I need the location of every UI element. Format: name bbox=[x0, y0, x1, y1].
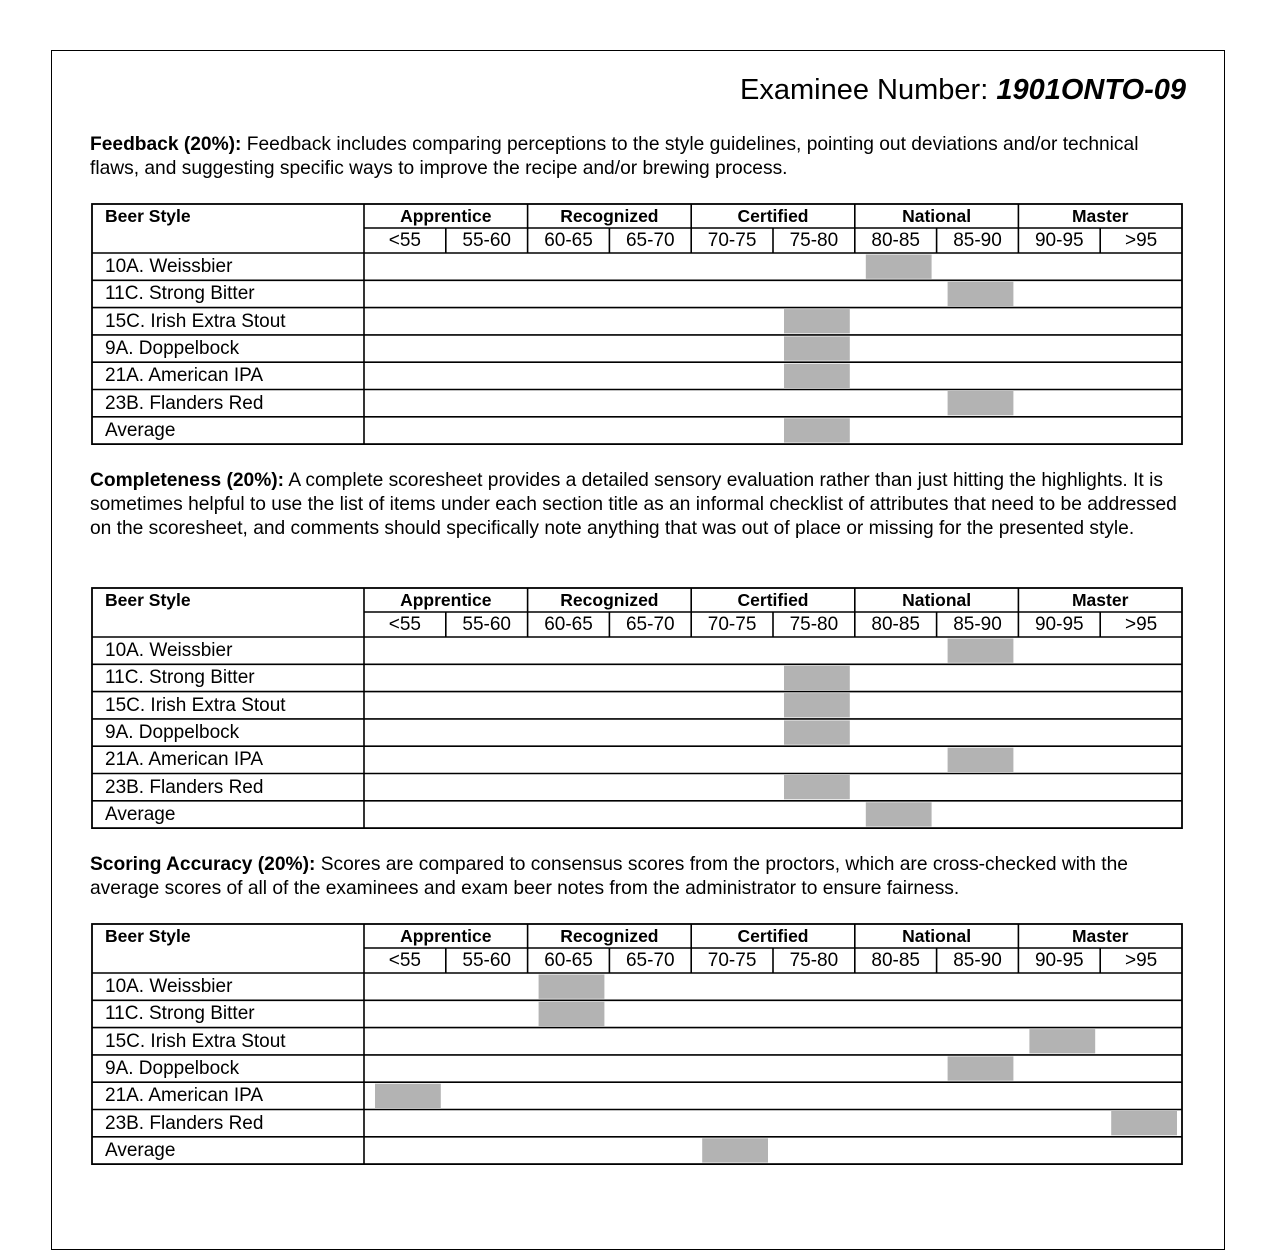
beer-style-label: 23B. Flanders Red bbox=[105, 776, 264, 798]
range-header: 90-95 bbox=[1034, 230, 1084, 251]
rating-marker bbox=[784, 309, 850, 333]
range-header: 70-75 bbox=[707, 950, 757, 971]
range-header: 80-85 bbox=[871, 614, 920, 635]
range-header: 55-60 bbox=[462, 950, 511, 971]
beer-style-label: 21A. American IPA bbox=[105, 1085, 264, 1107]
rating-marker bbox=[948, 391, 1014, 415]
scoring-accuracy-description bbox=[90, 853, 1190, 901]
rating-marker bbox=[784, 364, 850, 388]
beer-style-label: 9A. Doppelbock bbox=[105, 721, 240, 743]
range-header: 85-90 bbox=[953, 230, 1002, 251]
range-header: <55 bbox=[388, 950, 422, 971]
rating-marker bbox=[784, 336, 850, 360]
scoring-accuracy-title: Scoring Accuracy (20%): bbox=[90, 854, 316, 875]
beer-style-label: Average bbox=[105, 803, 176, 825]
range-header: >95 bbox=[1124, 614, 1158, 635]
beer-style-label: 15C. Irish Extra Stout bbox=[105, 310, 286, 332]
rating-marker bbox=[784, 693, 850, 717]
examinee-number bbox=[740, 74, 1186, 107]
rating-marker bbox=[539, 1002, 605, 1026]
completeness-table bbox=[92, 588, 1182, 828]
range-header: 80-85 bbox=[871, 230, 920, 251]
beer-style-header: Beer Style bbox=[105, 590, 191, 610]
range-header: 55-60 bbox=[462, 614, 511, 635]
rating-marker bbox=[948, 282, 1014, 306]
range-header: 55-60 bbox=[462, 230, 511, 251]
beer-style-header: Beer Style bbox=[105, 926, 191, 946]
level-header: Apprentice bbox=[400, 206, 492, 226]
level-header: Apprentice bbox=[400, 590, 492, 610]
examinee-label: Examinee Number: bbox=[740, 74, 997, 106]
range-header: 75-80 bbox=[789, 950, 839, 971]
feedback-description bbox=[90, 133, 1190, 181]
level-header: National bbox=[902, 590, 972, 610]
beer-style-label: 11C. Strong Bitter bbox=[105, 283, 255, 305]
beer-style-label: 15C. Irish Extra Stout bbox=[105, 1030, 286, 1052]
rating-marker bbox=[375, 1084, 441, 1108]
range-header: 70-75 bbox=[707, 230, 757, 251]
completeness-description bbox=[90, 469, 1190, 541]
range-header: 65-70 bbox=[625, 230, 675, 251]
level-header: Recognized bbox=[560, 926, 659, 946]
rating-marker bbox=[948, 639, 1014, 663]
range-header: 80-85 bbox=[871, 950, 920, 971]
beer-style-label: 10A. Weissbier bbox=[105, 256, 233, 277]
level-header: Certified bbox=[737, 590, 809, 610]
level-header: Master bbox=[1071, 590, 1129, 610]
beer-style-label: 10A. Weissbier bbox=[105, 976, 233, 997]
range-header: 70-75 bbox=[707, 614, 757, 635]
beer-style-label: 9A. Doppelbock bbox=[105, 1057, 240, 1079]
level-header: Certified bbox=[737, 206, 809, 226]
beer-style-label: 9A. Doppelbock bbox=[105, 337, 240, 359]
level-header: Recognized bbox=[560, 206, 659, 226]
range-header: <55 bbox=[388, 614, 422, 635]
range-header: 60-65 bbox=[544, 230, 593, 251]
rating-marker bbox=[702, 1138, 768, 1162]
examinee-value: 1901ONTO-09 bbox=[996, 74, 1186, 106]
beer-style-label: 10A. Weissbier bbox=[105, 640, 233, 661]
rating-marker bbox=[1029, 1029, 1095, 1053]
range-header: 75-80 bbox=[789, 614, 839, 635]
rating-marker bbox=[784, 418, 850, 442]
rating-marker bbox=[866, 255, 932, 279]
range-header: 60-65 bbox=[544, 950, 593, 971]
rating-marker bbox=[948, 1056, 1014, 1080]
beer-style-label: 11C. Strong Bitter bbox=[105, 1003, 255, 1025]
beer-style-label: 23B. Flanders Red bbox=[105, 1112, 264, 1134]
feedback-text: Feedback includes comparing perceptions to the style guidelines, pointing out deviations and/or technical flaws, and suggesting specific ways to improve the recipe and/or brewing process. bbox=[90, 134, 1139, 179]
range-header: >95 bbox=[1124, 950, 1158, 971]
level-header: National bbox=[902, 926, 972, 946]
completeness-text: A complete scoresheet provides a detailed sensory evaluation rather than just hitting the highlights. It is sometimes helpful to use the list of items under each section title as an informal checklist of attributes that need to be addressed on the scoresheet, and comments should specifically note anything that was out of place or missing for the presented style. bbox=[90, 470, 1177, 539]
range-header: <55 bbox=[388, 230, 422, 251]
range-header: 65-70 bbox=[625, 950, 675, 971]
level-header: Recognized bbox=[560, 590, 659, 610]
level-header: Apprentice bbox=[400, 926, 492, 946]
beer-style-label: Average bbox=[105, 419, 176, 441]
beer-style-label: 21A. American IPA bbox=[105, 749, 264, 771]
range-header: >95 bbox=[1124, 230, 1158, 251]
rating-marker bbox=[866, 802, 932, 826]
beer-style-label: 11C. Strong Bitter bbox=[105, 667, 255, 689]
range-header: 90-95 bbox=[1034, 614, 1084, 635]
scoring-accuracy-table bbox=[92, 924, 1182, 1164]
level-header: Certified bbox=[737, 926, 809, 946]
rating-marker bbox=[1111, 1111, 1177, 1135]
scoring-accuracy-text: Scores are compared to consensus scores from the proctors, which are cross-checked with the average scores of all of the examinees and exam beer notes from the administrator to ensure fairness. bbox=[90, 854, 1128, 899]
rating-marker bbox=[539, 975, 605, 999]
range-header: 60-65 bbox=[544, 614, 593, 635]
beer-style-label: 21A. American IPA bbox=[105, 365, 264, 387]
range-header: 75-80 bbox=[789, 230, 839, 251]
range-header: 85-90 bbox=[953, 950, 1002, 971]
completeness-title: Completeness (20%): bbox=[90, 470, 285, 491]
level-header: Master bbox=[1071, 206, 1129, 226]
feedback-title: Feedback (20%): bbox=[90, 134, 242, 155]
rating-marker bbox=[784, 775, 850, 799]
beer-style-header: Beer Style bbox=[105, 206, 191, 226]
range-header: 85-90 bbox=[953, 614, 1002, 635]
range-header: 65-70 bbox=[625, 614, 675, 635]
beer-style-label: 15C. Irish Extra Stout bbox=[105, 694, 286, 716]
beer-style-label: Average bbox=[105, 1139, 176, 1161]
level-header: Master bbox=[1071, 926, 1129, 946]
rating-marker bbox=[784, 666, 850, 690]
level-header: National bbox=[902, 206, 972, 226]
rating-marker bbox=[948, 748, 1014, 772]
range-header: 90-95 bbox=[1034, 950, 1084, 971]
beer-style-label: 23B. Flanders Red bbox=[105, 392, 264, 414]
feedback-table bbox=[92, 204, 1182, 444]
rating-marker bbox=[784, 720, 850, 744]
